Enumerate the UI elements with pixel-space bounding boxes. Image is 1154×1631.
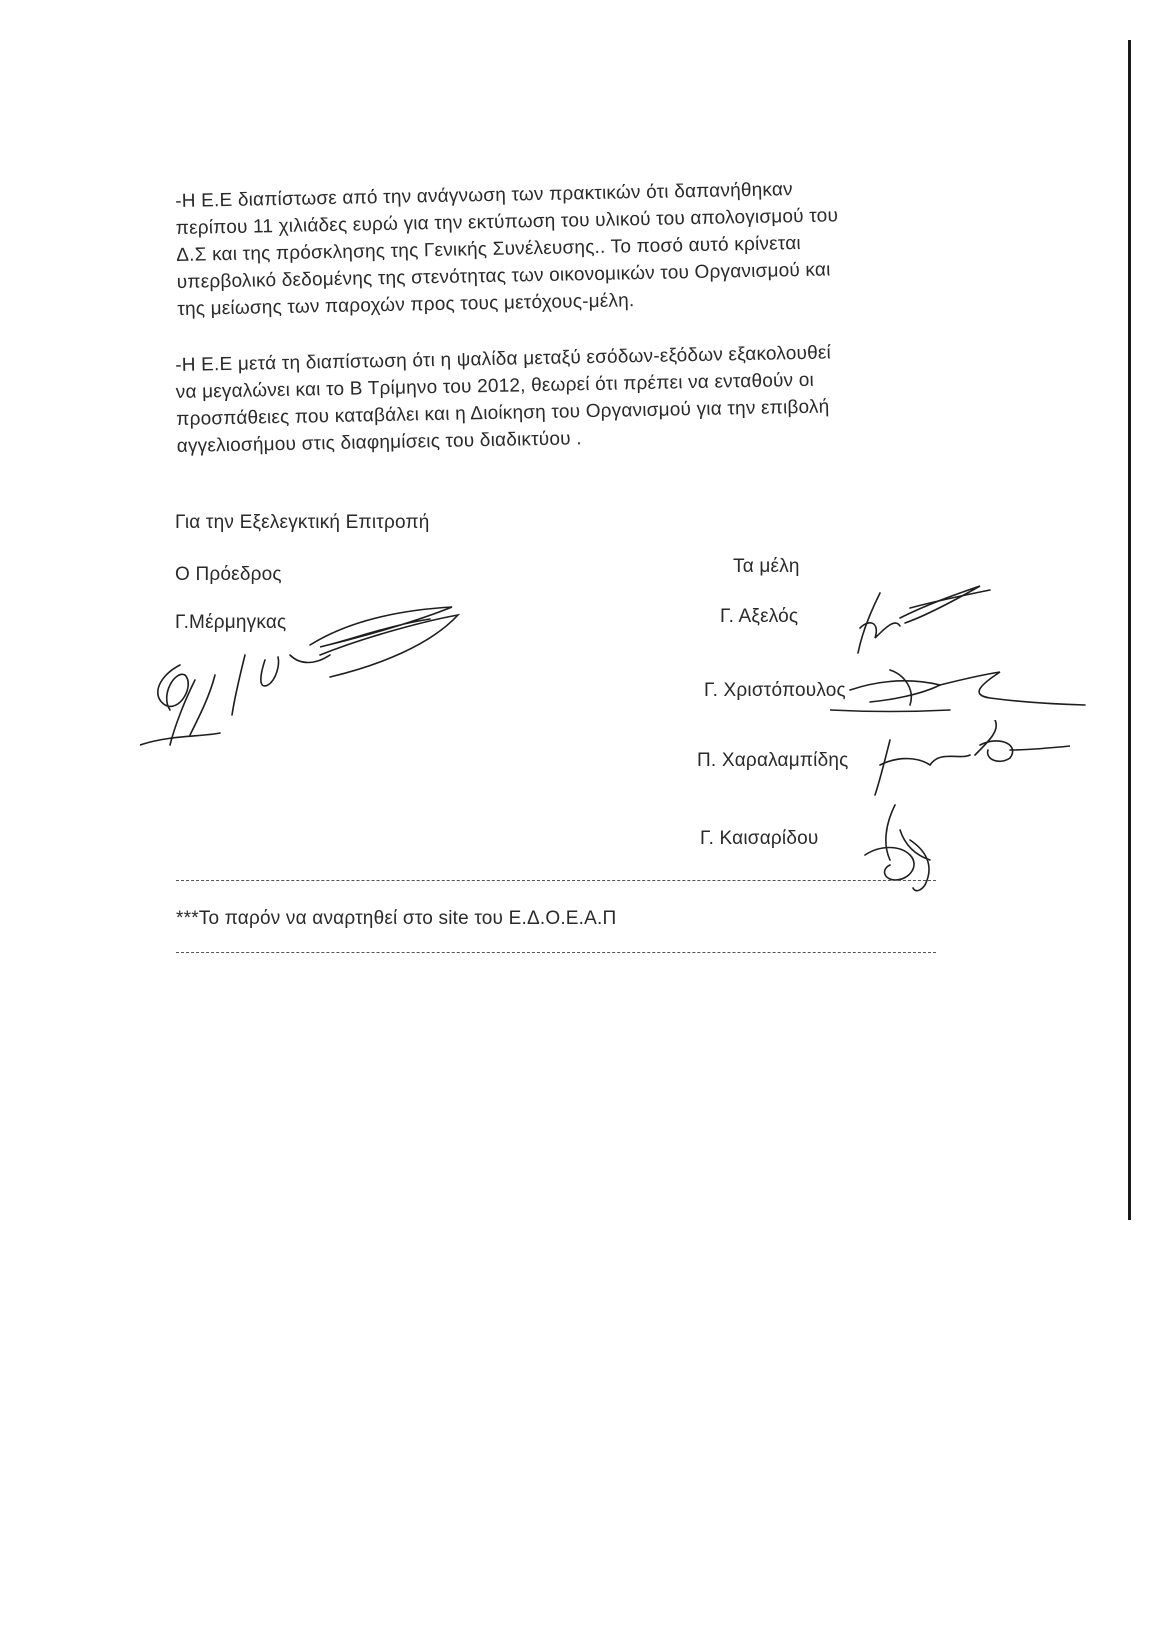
member-signature-charalampidis — [860, 720, 1070, 800]
member-name: Π. Χαραλαμπίδης — [697, 750, 849, 771]
president-signature — [140, 585, 470, 765]
paragraph-revenue-gap — [175, 337, 957, 460]
committee-heading: Για την Εξελεγκτική Επιτροπή — [175, 512, 430, 533]
paragraph-line: υπερβολικό δεδομένης της στενότητας των οικονομικών του Οργανισμού και — [176, 259, 831, 293]
member-signature-christopoulos — [830, 650, 1090, 730]
separator-line — [176, 952, 936, 953]
president-title: Ο Πρόεδρος — [175, 564, 282, 585]
members-heading: Τα μέλη — [733, 556, 800, 577]
paragraph-line: αγγελιοσήμου στις διαφημίσεις του διαδικτύου . — [176, 428, 582, 457]
paragraph-line: να μεγαλώνει και το Β Τρίμηνο του 2012, θεωρεί ότι πρέπει να ενταθούν οι — [175, 369, 815, 403]
paragraph-line: -Η Ε.Ε μετά τη διαπίστωση ότι η ψαλίδα μεταξύ εσόδων-εξόδων εξακολουθεί — [175, 342, 832, 376]
paragraph-line: της μείωσης των παροχών προς τους μετόχους-μέλη. — [177, 290, 635, 320]
member-signature-axelos — [840, 578, 1000, 658]
paragraph-line: περίπου 11 χιλιάδες ευρώ για την εκτύπωση του υλικού του απολογισμού του — [175, 205, 839, 239]
paragraph-line: προσπάθειες που καταβάλει και η Διοίκηση του Οργανισμού για την επιβολή — [176, 396, 830, 430]
paragraph-expenses — [175, 173, 957, 323]
president-name: Γ.Μέρμηγκας — [175, 612, 287, 633]
scan-edge-line — [1128, 40, 1131, 1220]
paragraph-line: -Η Ε.Ε διαπίστωσε από την ανάγνωση των πρακτικών ότι δαπανήθηκαν — [175, 179, 793, 212]
member-name: Γ. Καισαρίδου — [700, 828, 819, 849]
member-name: Γ. Αξελός — [720, 606, 799, 627]
separator-line — [176, 880, 936, 881]
footnote: ***Το παρόν να αναρτηθεί στο site του Ε.Δ.Ο.Ε.Α.Π — [176, 908, 617, 929]
member-name: Γ. Χριστόπουλος — [704, 680, 846, 701]
paragraph-line: Δ.Σ και της πρόσκλησης της Γενικής Συνέλευσης.. Το ποσό αυτό κρίνεται — [176, 232, 802, 266]
